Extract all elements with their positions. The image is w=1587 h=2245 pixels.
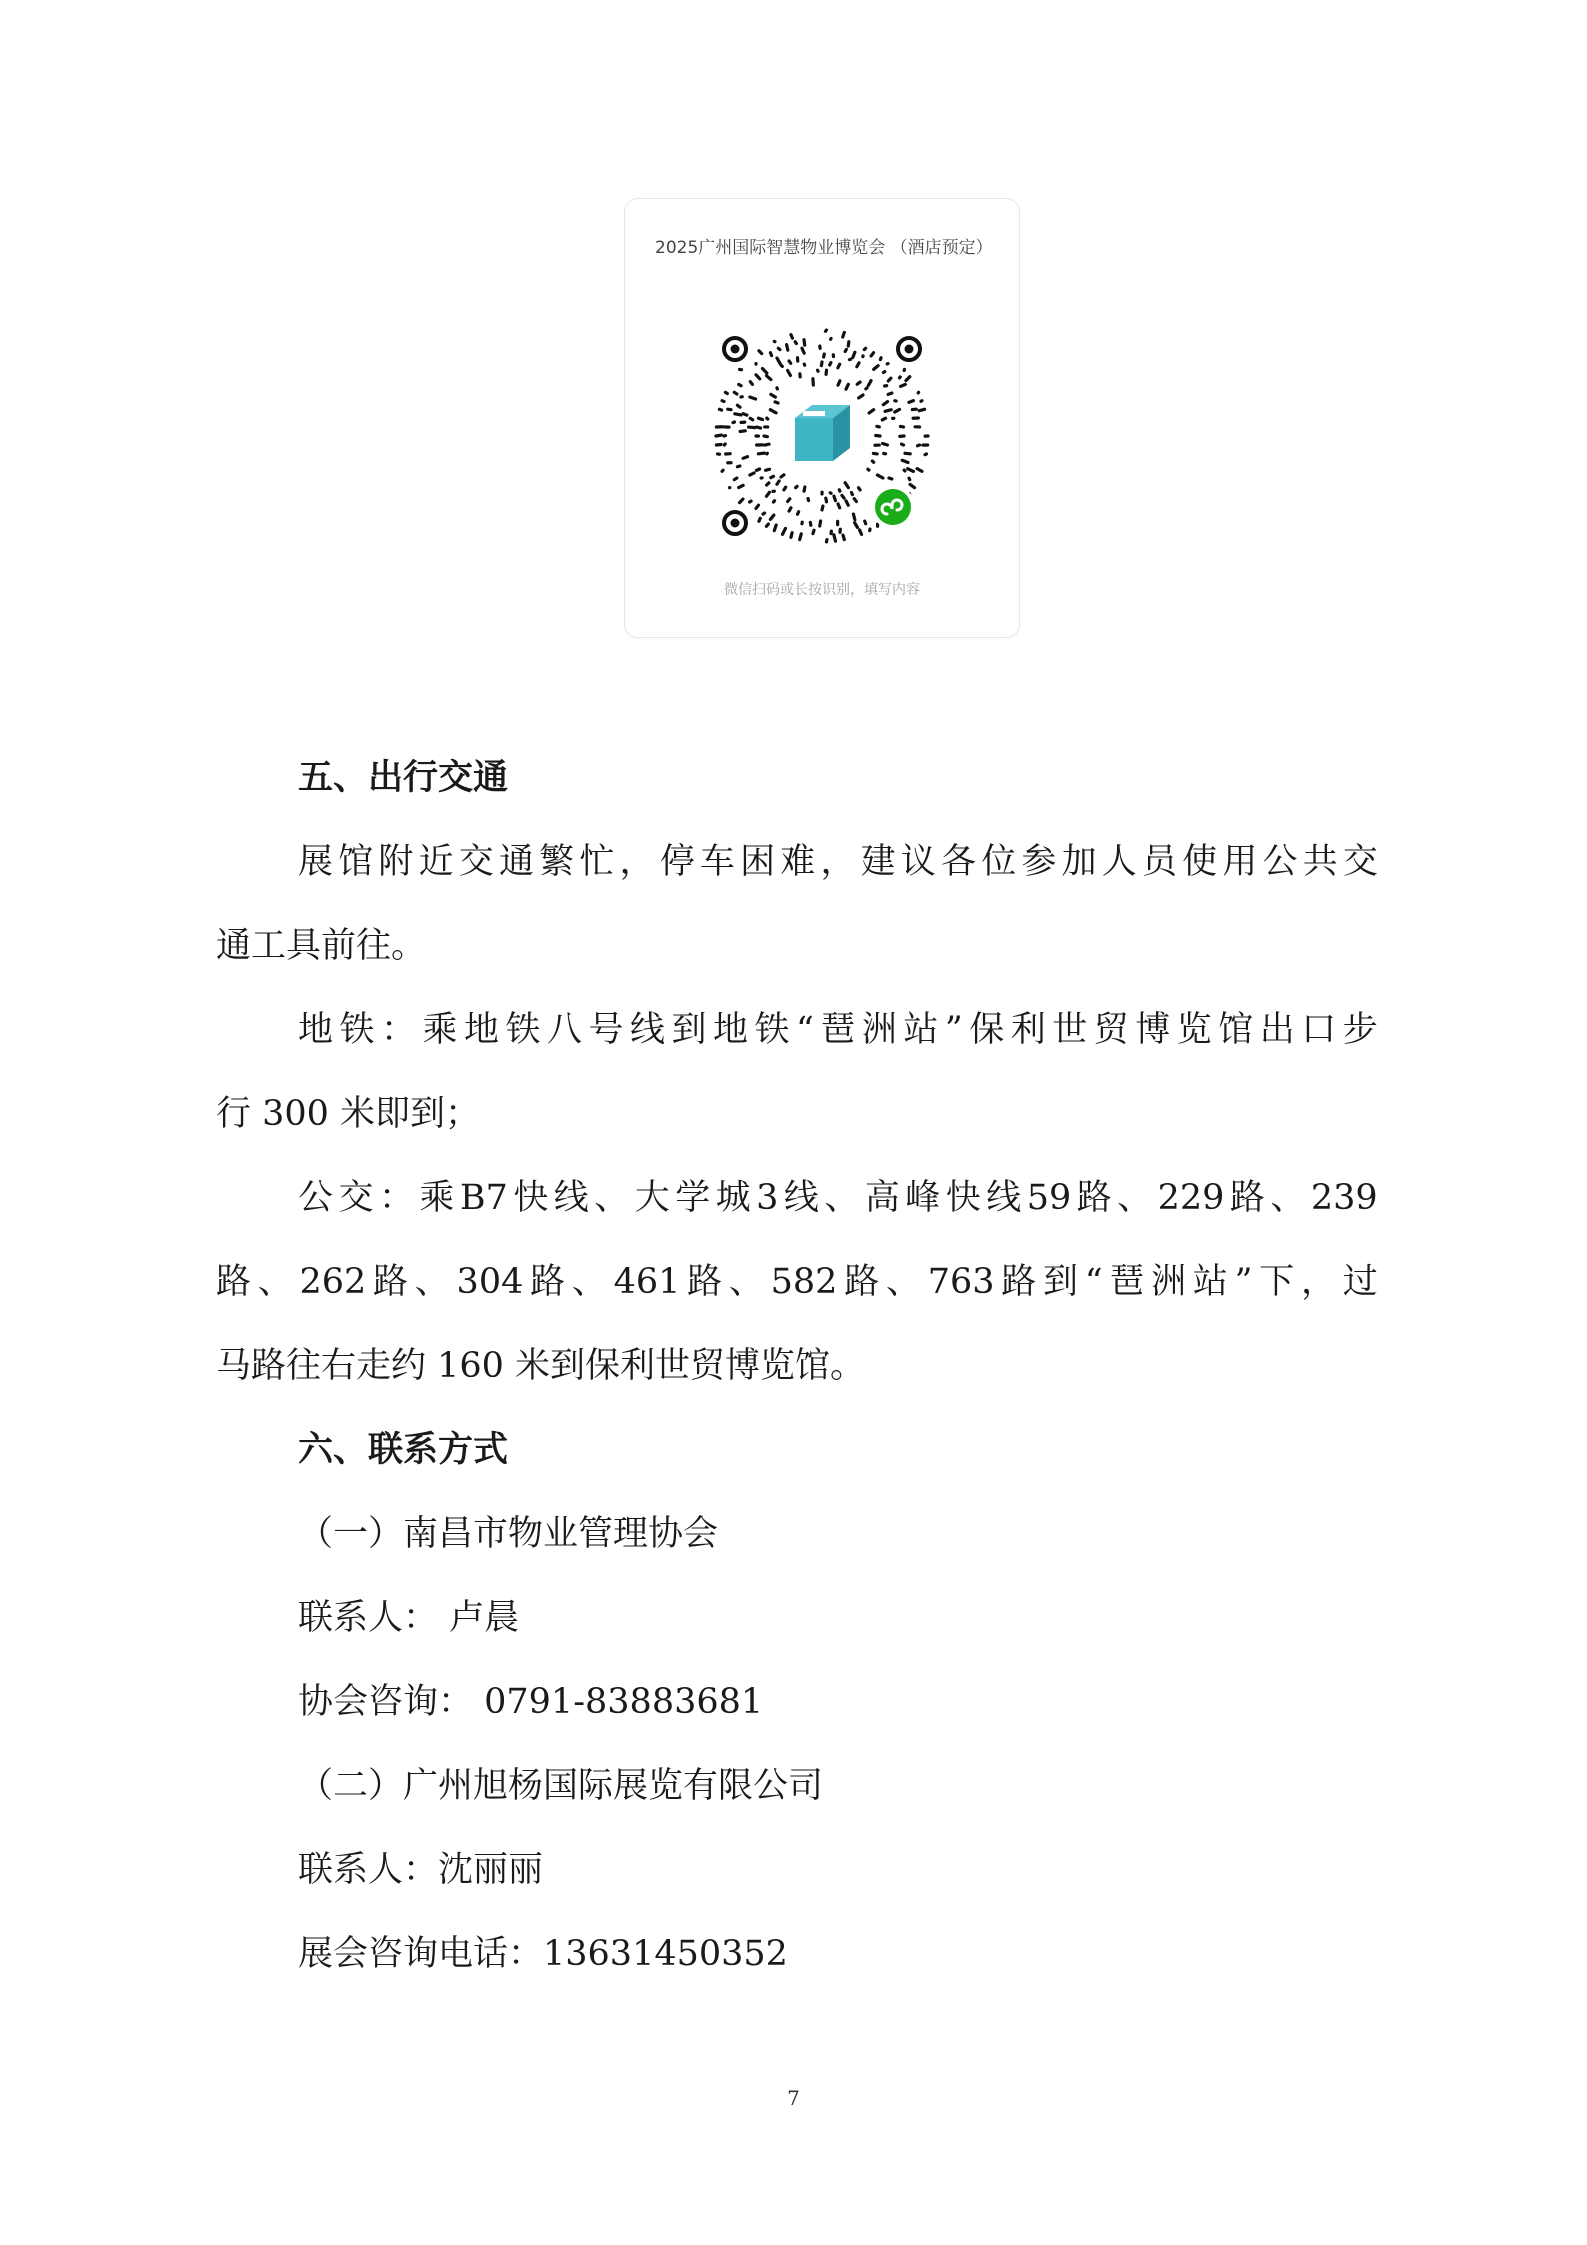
metro-line-2: 行 300 米即到； — [216, 1094, 481, 1134]
qr-card-title: 2025广州国际智慧物业博览会 （酒店预定） — [655, 238, 993, 258]
mini-program-qr-code[interactable] — [707, 321, 937, 551]
bus-line-3: 马路往右走约 160 米到保利世贸博览馆。 — [216, 1346, 866, 1386]
contact-org-1: （一）南昌市物业管理协会 — [298, 1514, 719, 1554]
contact-org-2: （二）广州旭杨国际展览有限公司 — [298, 1766, 824, 1806]
contact-org-2-phone: 展会咨询电话：13631450352 — [298, 1934, 788, 1974]
transport-intro-line-1: 展 馆 附 近 交 通 繁 忙 ， 停 车 困 难 ， 建 议 各 位 参 加 人 员 使 用 公 共 交 — [298, 842, 1378, 882]
section-heading-contact: 六、联系方式 — [298, 1429, 509, 1470]
box-logo-icon — [774, 388, 870, 484]
metro-line-1: 地 铁 ： 乘 地 铁 八 号 线 到 地 铁 “ 琶 洲 站 ” 保 利 世 贸 博 览 馆 出 口 步 — [298, 1010, 1378, 1050]
page-number: 7 — [787, 2086, 800, 2110]
qr-scan-hint: 微信扫码或长按识别，填写内容 — [724, 582, 920, 598]
transport-intro-line-2: 通工具前往。 — [216, 926, 427, 966]
contact-org-1-person: 联系人： 卢晨 — [298, 1598, 520, 1638]
bus-line-2: 路 、 262 路 、 304 路 、 461 路 、 582 路 、 763 路 到 “ 琶 洲 站 ” 下 ， 过 — [216, 1262, 1378, 1302]
contact-org-2-person: 联系人：沈丽丽 — [298, 1850, 544, 1890]
mini-program-badge-icon — [871, 485, 915, 529]
contact-org-1-phone: 协会咨询： 0791-83883681 — [298, 1682, 764, 1722]
section-heading-transport: 五、出行交通 — [298, 757, 509, 798]
bus-line-1: 公 交 ： 乘 B7 快 线 、 大 学 城 3 线 、 高 峰 快 线 59 路 、 229 路 、 239 — [298, 1178, 1378, 1218]
qr-card — [624, 198, 1020, 638]
